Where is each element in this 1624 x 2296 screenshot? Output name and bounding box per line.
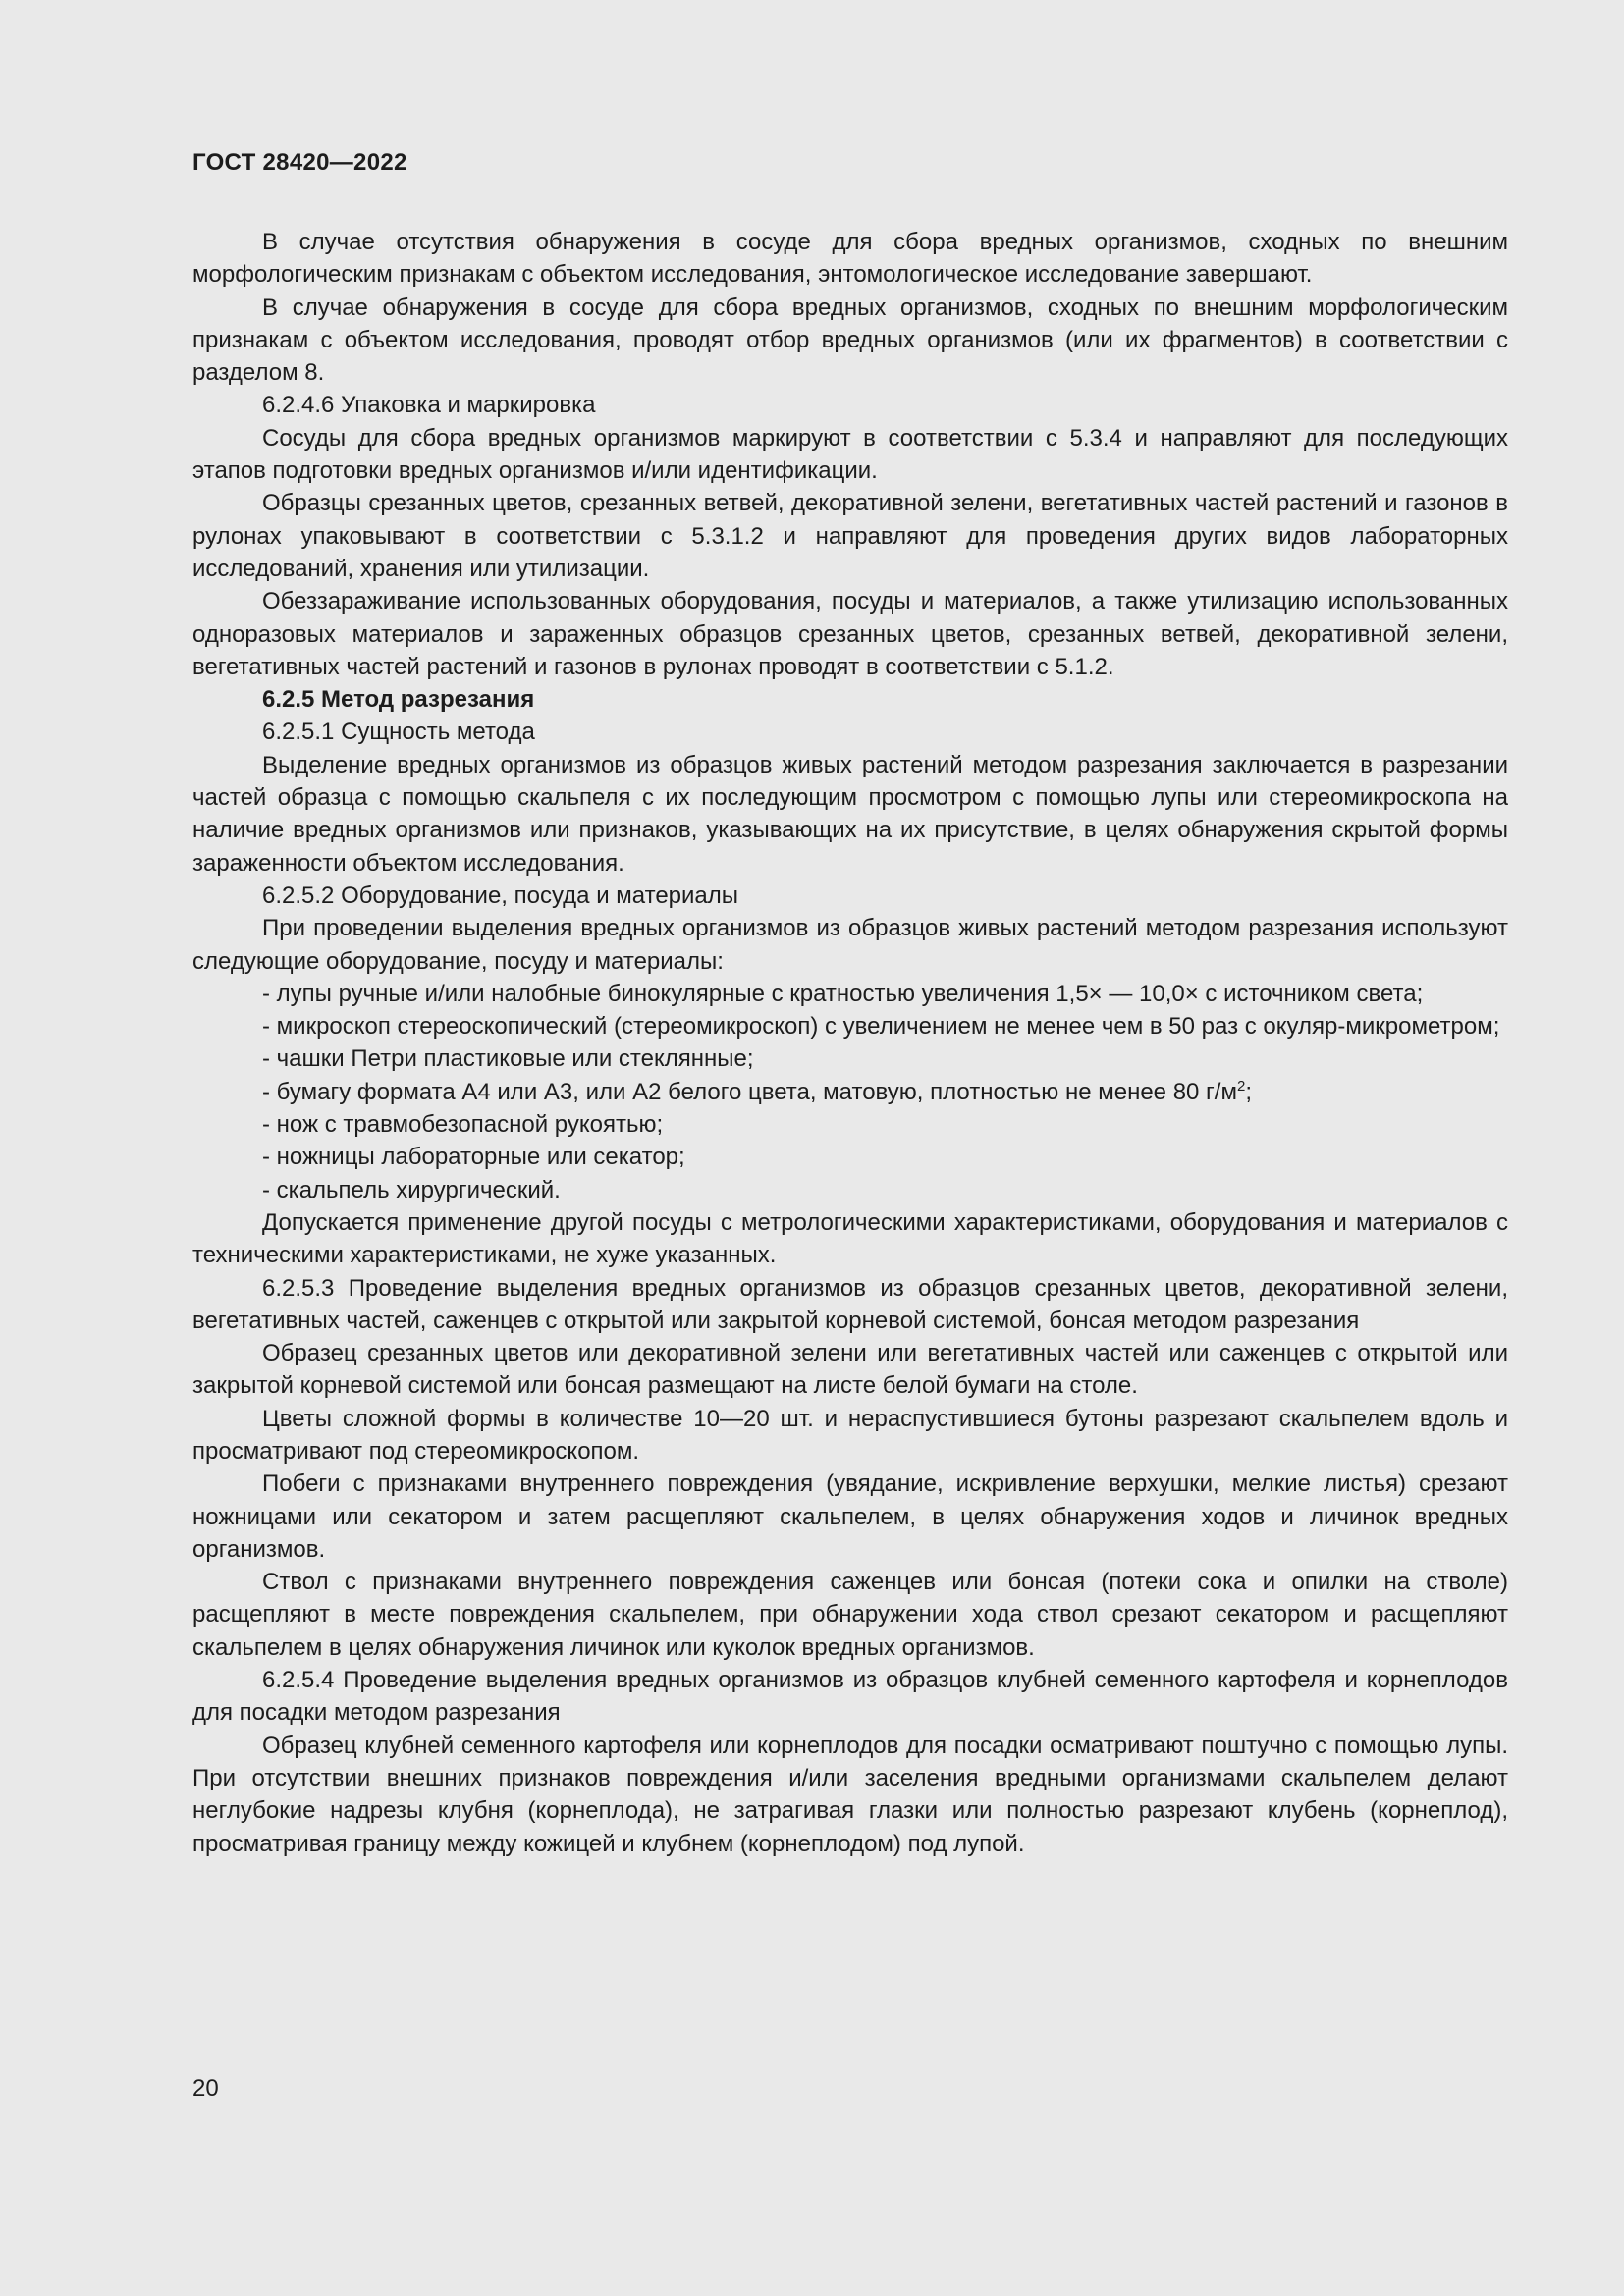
paragraph: Допускается применение другой посуды с метрологическими характеристиками, оборудования и материалов с техническими характеристиками, не хуже указанных. [192, 1208, 1508, 1269]
paragraph: Обеззараживание использованных оборудования, посуды и материалов, а также утилизацию использованных одноразовых материалов и зараженных образцов срезанных цветов, срезанных ветвей, декоративной зелени, вегетативных частей растений и газонов в рулонах проводят в соответствии с 5.1.2. [192, 588, 1508, 680]
paragraph: Ствол с признаками внутреннего повреждения саженцев или бонсая (потеки сока и опилки на стволе) расщепляют в месте повреждения скальпелем, при обнаружении хода ствол срезают секатором и расщепляют скальпелем в целях обнаружения личинок или куколок вредных организмов. [192, 1569, 1508, 1661]
paragraph: В случае обнаружения в сосуде для сбора вредных организмов, сходных по внешним морфологическим признакам с объектом исследования, проводят отбор вредных организмов (или их фрагментов) в соответствии с разделом 8. [192, 294, 1508, 387]
list-item-suffix: ; [1245, 1078, 1252, 1105]
paragraph: Образец срезанных цветов или декоративной зелени или вегетативных частей или саженцев с открытой или закрытой корневой системой или бонсая размещают на листе белой бумаги на столе. [192, 1340, 1508, 1400]
paragraph: В случае отсутствия обнаружения в сосуде для сбора вредных организмов, сходных по внешним морфологическим признакам с объектом исследования, энтомологическое исследование завершают. [192, 229, 1508, 289]
list-item: - ножницы лабораторные или секатор; [262, 1144, 685, 1171]
page-body [192, 226, 1508, 1860]
superscript: 2 [1236, 1077, 1246, 1095]
list-item: - чашки Петри пластиковые или стеклянные; [262, 1045, 754, 1073]
paragraph: Выделение вредных организмов из образцов живых растений методом разрезания заключается в разрезании частей образца с помощью скальпеля с их последующим просмотром с помощью лупы или стереомикроскопа на наличие вредных организмов или признаков, указывающих на их присутствие, в целях обнаружения скрытой формы зараженности объектом исследования. [192, 751, 1508, 877]
section-heading: 6.2.5 Метод разрезания [262, 686, 535, 714]
section-heading: 6.2.4.6 Упаковка и маркировка [262, 392, 596, 419]
list-item: - лупы ручные и/или налобные бинокулярные с кратностью увеличения 1,5× — 10,0× с источником света; [262, 980, 1424, 1007]
page-number: 20 [192, 2075, 219, 2102]
paragraph: Побеги с признаками внутреннего повреждения (увядание, искривление верхушки, мелкие листья) срезают ножницами или секатором и затем расщепляют скальпелем, в целях обнаружения ходов и личинок вредных организмов. [192, 1470, 1508, 1563]
section-heading: 6.2.5.1 Сущность метода [262, 719, 535, 746]
document-header: ГОСТ 28420—2022 [192, 149, 407, 176]
list-item [192, 1076, 1508, 1108]
list-item: - нож с травмобезопасной рукоятью; [262, 1111, 664, 1139]
section-heading: 6.2.5.3 Проведение выделения вредных организмов из образцов срезанных цветов, декоративной зелени, вегетативных частей, саженцев с открытой или закрытой корневой системой, бонсая методом разрезания [192, 1274, 1508, 1334]
list-item-text: - бумагу формата А4 или А3, или А2 белого цвета, матовую, плотностью не менее 80 г/м [262, 1078, 1237, 1105]
paragraph: При проведении выделения вредных организмов из образцов живых растений методом разрезания используют следующие оборудование, посуду и материалы: [192, 915, 1508, 975]
list-item: - скальпель хирургический. [262, 1176, 561, 1203]
section-heading: 6.2.5.4 Проведение выделения вредных организмов из образцов клубней семенного картофеля и корнеплодов для посадки методом разрезания [192, 1667, 1508, 1727]
section-heading: 6.2.5.2 Оборудование, посуда и материалы [262, 881, 739, 909]
list-item: - микроскоп стереоскопический (стереомикроскоп) с увеличением не менее чем в 50 раз с окуляр-микрометром; [262, 1013, 1500, 1041]
paragraph: Образец клубней семенного картофеля или корнеплодов для посадки осматривают поштучно с помощью лупы. При отсутствии внешних признаков повреждения и/или заселения вредными организмами скальпелем делают неглубокие надрезы клубня (корнеплода), не затрагивая глазки или полностью разрезают клубень (корнеплод), просматривая границу между кожицей и клубнем (корнеплодом) под лупой. [192, 1732, 1508, 1857]
paragraph: Образцы срезанных цветов, срезанных ветвей, декоративной зелени, вегетативных частей растений и газонов в рулонах упаковывают в соответствии с 5.3.1.2 и направляют для проведения других видов лабораторных исследований, хранения или утилизации. [192, 490, 1508, 582]
paragraph: Цветы сложной формы в количестве 10—20 шт. и нераспустившиеся бутоны разрезают скальпелем вдоль и просматривают под стереомикроскопом. [192, 1405, 1508, 1465]
paragraph: Сосуды для сбора вредных организмов маркируют в соответствии с 5.3.4 и направляют для последующих этапов подготовки вредных организмов и/или идентификации. [192, 424, 1508, 485]
